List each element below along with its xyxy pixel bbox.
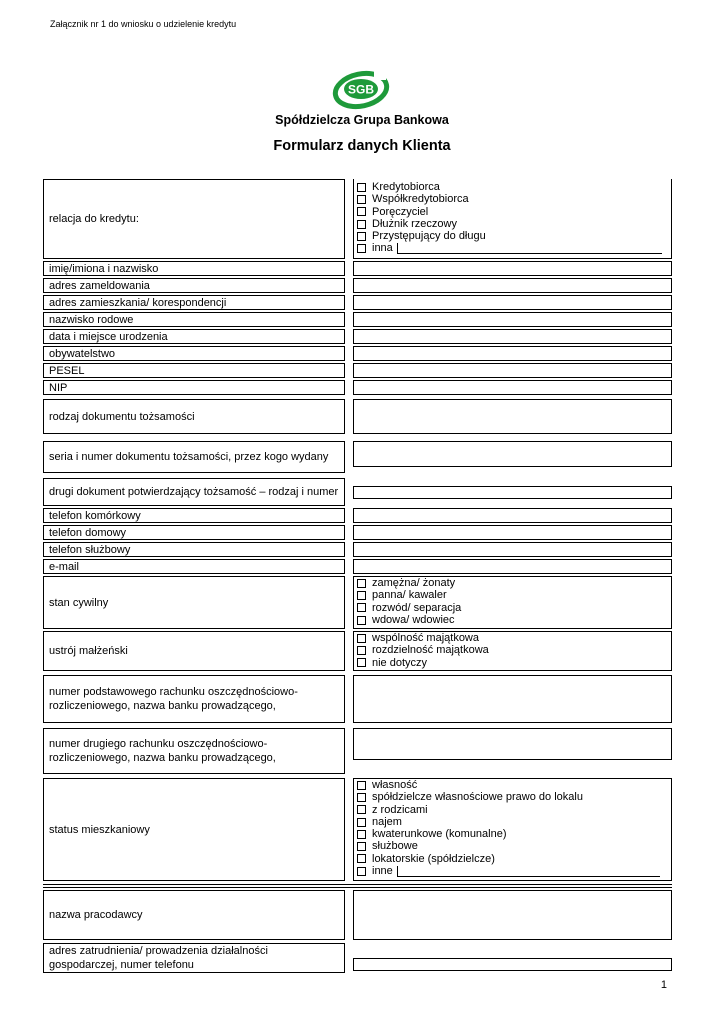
data-miejsce-label: data i miejsce urodzenia	[43, 329, 345, 344]
status-mieszkaniowy-label: status mieszkaniowy	[43, 778, 345, 881]
checkbox-icon[interactable]	[357, 646, 366, 655]
checkbox-icon[interactable]	[357, 616, 366, 625]
option-inne[interactable]: inne	[357, 865, 660, 877]
telefon-domowy-label: telefon domowy	[43, 525, 345, 540]
telefon-domowy-field[interactable]	[353, 525, 672, 540]
relacja-options	[357, 181, 662, 255]
checkbox-icon[interactable]	[357, 781, 366, 790]
rachunek1-label: numer podstawowego rachunku oszczędnościowo-rozliczeniowego, nazwa banku prowadzącego,	[43, 675, 345, 723]
option-spoldzielcze-wlasnosciowe[interactable]: spółdzielcze własnościowe prawo do lokalu	[357, 791, 660, 803]
checkbox-icon[interactable]	[357, 244, 366, 253]
option-rozdzielnosc[interactable]: rozdzielność majątkowa	[357, 644, 489, 656]
checkbox-icon[interactable]	[357, 591, 366, 600]
adres-zameldowania-field[interactable]	[353, 278, 672, 293]
checkbox-icon[interactable]	[357, 220, 366, 229]
section-divider	[43, 887, 672, 888]
rachunek2-label: numer drugiego rachunku oszczędnościowo-rozliczeniowego, nazwa banku prowadzącego,	[43, 728, 345, 774]
option-kredytobiorca[interactable]: Kredytobiorca	[357, 181, 662, 193]
form-title: Formularz danych Klienta	[273, 138, 451, 154]
pracodawca-label: nazwa pracodawcy	[43, 890, 345, 940]
organization-name: Spółdzielcza Grupa Bankowa	[275, 113, 449, 127]
pracodawca-field[interactable]	[353, 890, 672, 940]
rodzaj-dokumentu-label: rodzaj dokumentu tożsamości	[43, 399, 345, 434]
checkbox-icon[interactable]	[357, 195, 366, 204]
status-mieszkaniowy-options	[357, 779, 660, 877]
telefon-sluzbowy-label: telefon służbowy	[43, 542, 345, 557]
inna-input-line[interactable]	[397, 243, 662, 254]
adres-zatrudnienia-label: adres zatrudnienia/ prowadzenia działalności gospodarczej, numer telefonu	[43, 943, 345, 973]
section-divider	[43, 884, 672, 885]
drugi-dokument-field[interactable]	[353, 486, 672, 499]
nazwisko-rodowe-field[interactable]	[353, 312, 672, 327]
rachunek2-field[interactable]	[353, 728, 672, 760]
checkbox-icon[interactable]	[357, 658, 366, 667]
telefon-komorkowy-label: telefon komórkowy	[43, 508, 345, 523]
checkbox-icon[interactable]	[357, 830, 366, 839]
telefon-sluzbowy-field[interactable]	[353, 542, 672, 557]
nip-field[interactable]	[353, 380, 672, 395]
seria-numer-field[interactable]	[353, 441, 672, 467]
drugi-dokument-label: drugi dokument potwierdzający tożsamość – rodzaj i numer	[43, 478, 345, 506]
checkbox-icon[interactable]	[357, 579, 366, 588]
data-miejsce-field[interactable]	[353, 329, 672, 344]
option-z-rodzicami[interactable]: z rodzicami	[357, 804, 660, 816]
imie-field[interactable]	[353, 261, 672, 276]
adres-zatrudnienia-field[interactable]	[353, 958, 672, 971]
stan-cywilny-label: stan cywilny	[43, 576, 345, 629]
option-wlasnosc[interactable]: własność	[357, 779, 660, 791]
ustroj-options	[357, 632, 489, 669]
option-wspolnosc[interactable]: wspólność majątkowa	[357, 632, 489, 644]
checkbox-icon[interactable]	[357, 793, 366, 802]
option-inna[interactable]: inna	[357, 242, 662, 254]
checkbox-icon[interactable]	[357, 603, 366, 612]
obywatelstwo-field[interactable]	[353, 346, 672, 361]
adres-zamieszkania-field[interactable]	[353, 295, 672, 310]
option-wspolkredytobiorca[interactable]: Współkredytobiorca	[357, 193, 662, 205]
option-sluzbowe[interactable]: służbowe	[357, 840, 660, 852]
option-kwaterunkowe[interactable]: kwaterunkowe (komunalne)	[357, 828, 660, 840]
ustroj-label: ustrój małżeński	[43, 631, 345, 671]
option-wdowa[interactable]: wdowa/ wdowiec	[357, 614, 461, 626]
inne-input-line[interactable]	[397, 866, 660, 877]
checkbox-icon[interactable]	[357, 232, 366, 241]
rachunek1-field[interactable]	[353, 675, 672, 723]
pesel-label: PESEL	[43, 363, 345, 378]
nazwisko-rodowe-label: nazwisko rodowe	[43, 312, 345, 327]
imie-label: imię/imiona i nazwisko	[43, 261, 345, 276]
seria-numer-label: seria i numer dokumentu tożsamości, przez kogo wydany	[43, 441, 345, 473]
adres-zamieszkania-label: adres zamieszkania/ korespondencji	[43, 295, 345, 310]
option-panna[interactable]: panna/ kawaler	[357, 589, 461, 601]
email-label: e-mail	[43, 559, 345, 574]
checkbox-icon[interactable]	[357, 207, 366, 216]
stan-cywilny-options	[357, 577, 461, 626]
option-nie-dotyczy[interactable]: nie dotyczy	[357, 657, 489, 669]
checkbox-icon[interactable]	[357, 805, 366, 814]
header-note: Załącznik nr 1 do wniosku o udzielenie kredytu	[50, 19, 237, 29]
nip-label: NIP	[43, 380, 345, 395]
option-przystepujacy[interactable]: Przystępujący do długu	[357, 230, 662, 242]
checkbox-icon[interactable]	[357, 854, 366, 863]
option-dluznik[interactable]: Dłużnik rzeczowy	[357, 218, 662, 230]
checkbox-icon[interactable]	[357, 818, 366, 827]
relacja-label: relacja do kredytu:	[43, 179, 345, 259]
checkbox-icon[interactable]	[357, 842, 366, 851]
page-number: 1	[660, 979, 667, 991]
option-najem[interactable]: najem	[357, 816, 660, 828]
obywatelstwo-label: obywatelstwo	[43, 346, 345, 361]
sgb-logo	[330, 68, 392, 112]
option-lokatorskie[interactable]: lokatorskie (spółdzielcze)	[357, 853, 660, 865]
option-rozwod[interactable]: rozwód/ separacja	[357, 602, 461, 614]
adres-zameldowania-label: adres zameldowania	[43, 278, 345, 293]
checkbox-icon[interactable]	[357, 183, 366, 192]
telefon-komorkowy-field[interactable]	[353, 508, 672, 523]
checkbox-icon[interactable]	[357, 867, 366, 876]
svg-text:SGB: SGB	[347, 82, 375, 97]
option-zamezna[interactable]: zamężna/ żonaty	[357, 577, 461, 589]
email-field[interactable]	[353, 559, 672, 574]
checkbox-icon[interactable]	[357, 634, 366, 643]
rodzaj-dokumentu-field[interactable]	[353, 399, 672, 434]
option-poreczyciel[interactable]: Poręczyciel	[357, 206, 662, 218]
pesel-field[interactable]	[353, 363, 672, 378]
